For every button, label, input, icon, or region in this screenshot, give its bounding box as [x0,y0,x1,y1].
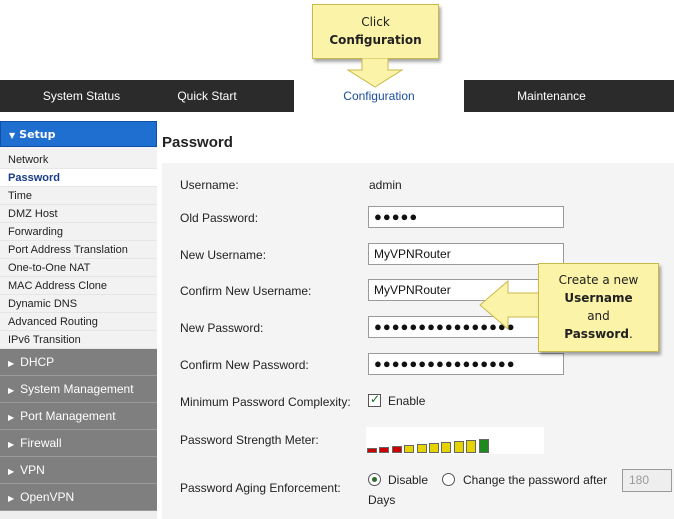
triangle-right-icon: ▶ [8,467,15,476]
sidebar-item-port-address-translation[interactable]: Port Address Translation [0,241,157,259]
sidebar-group-dhcp[interactable] [0,349,157,376]
strength-meter-label: Password Strength Meter: [180,433,319,447]
callout-text-period: . [628,327,633,341]
sidebar-group-label: Port Management [20,409,116,423]
sidebar-item-dynamic-dns[interactable]: Dynamic DNS [0,295,157,313]
top-nav-bar [0,80,674,112]
complexity-checkbox[interactable] [368,394,381,407]
callout-text-line3: and [587,309,610,323]
sidebar-setup-list [0,147,157,349]
callout-click-configuration [312,4,439,59]
username-value: admin [369,178,402,192]
strength-meter-segment [367,448,377,453]
confirm-username-label: Confirm New Username: [180,284,312,298]
sidebar-group-label: VPN [20,463,45,477]
arrow-down-icon [342,58,408,88]
sidebar-group-setup[interactable] [0,121,157,147]
callout-text-line4: Password [564,327,629,341]
old-password-field[interactable]: ●●●●● [368,206,564,228]
callout-text-line1: Click [361,15,390,29]
strength-meter-segment [441,442,451,453]
aging-change-radio[interactable] [442,473,455,486]
strength-meter-segment [392,446,402,453]
strength-meter-segment [454,441,464,453]
callout-text-line1: Create a new [558,273,639,287]
page-title: Password [162,134,233,151]
sidebar-item-forwarding[interactable]: Forwarding [0,223,157,241]
sidebar-item-ipv6-transition[interactable]: IPv6 Transition [0,331,157,349]
aging-label: Password Aging Enforcement: [180,481,341,495]
callout-create-credentials [538,263,659,352]
new-username-field[interactable]: MyVPNRouter [368,243,564,265]
callout-text-line2: Username [564,291,633,305]
sidebar-group-label: Setup [19,128,56,141]
sidebar-item-advanced-routing[interactable]: Advanced Routing [0,313,157,331]
sidebar-item-network[interactable]: Network [0,151,157,169]
triangle-right-icon: ▶ [8,386,15,395]
complexity-enable-label: Enable [388,394,426,408]
confirm-password-field[interactable]: ●●●●●●●●●●●●●●●● [368,353,564,375]
strength-meter-segment [379,447,389,453]
aging-disable-label: Disable [388,473,429,487]
tab-quick-start[interactable]: Quick Start [177,89,237,103]
strength-meter-segment [479,439,489,453]
sidebar-item-password[interactable]: Password [0,169,157,187]
sidebar-group-label: DHCP [20,355,55,369]
arrow-left-icon [478,279,542,331]
sidebar-group-port-management[interactable] [0,403,157,430]
confirm-password-label: Confirm New Password: [180,358,309,372]
triangle-right-icon: ▶ [8,413,15,422]
triangle-right-icon: ▶ [8,494,15,503]
aging-disable-radio[interactable] [368,473,381,486]
new-username-label: New Username: [180,248,267,262]
aging-days-unit: Days [368,493,396,507]
sidebar-group-label: System Management [20,382,134,396]
tab-configuration[interactable]: Configuration [294,80,464,113]
strength-meter-segment [417,444,427,453]
tab-system-status[interactable]: System Status [42,89,121,103]
sidebar-item-mac-address-clone[interactable]: MAC Address Clone [0,277,157,295]
sidebar-group-label: OpenVPN [20,490,75,504]
new-password-label: New Password: [180,321,264,335]
sidebar-group-openvpn[interactable] [0,484,157,511]
sidebar-group-system-management[interactable] [0,376,157,403]
aging-days-input[interactable]: 180 [622,469,672,492]
tab-maintenance[interactable]: Maintenance [517,89,586,103]
sidebar-group-label: Firewall [20,436,62,450]
aging-change-label: Change the password after [463,473,608,487]
checkmark-icon: ✓ [370,392,381,406]
triangle-right-icon: ▶ [8,359,15,368]
strength-meter-segment [429,443,439,453]
complexity-label: Minimum Password Complexity: [180,395,351,409]
sidebar-item-time[interactable]: Time [0,187,157,205]
callout-text-line2: Configuration [329,33,422,47]
triangle-right-icon: ▶ [8,440,15,449]
sidebar-item-one-to-one-nat[interactable]: One-to-One NAT [0,259,157,277]
username-label: Username: [180,178,239,192]
new-password-field[interactable]: ●●●●●●●●●●●●●●●● [368,316,564,338]
sidebar-group-vpn[interactable] [0,457,157,484]
sidebar-group-firewall[interactable] [0,430,157,457]
strength-meter-segment [404,445,414,453]
strength-meter-segment [466,440,476,453]
confirm-username-field[interactable]: MyVPNRouter [368,279,564,301]
triangle-down-icon: ▼ [9,131,16,140]
old-password-label: Old Password: [180,211,259,225]
sidebar [0,121,157,519]
sidebar-item-dmz-host[interactable]: DMZ Host [0,205,157,223]
